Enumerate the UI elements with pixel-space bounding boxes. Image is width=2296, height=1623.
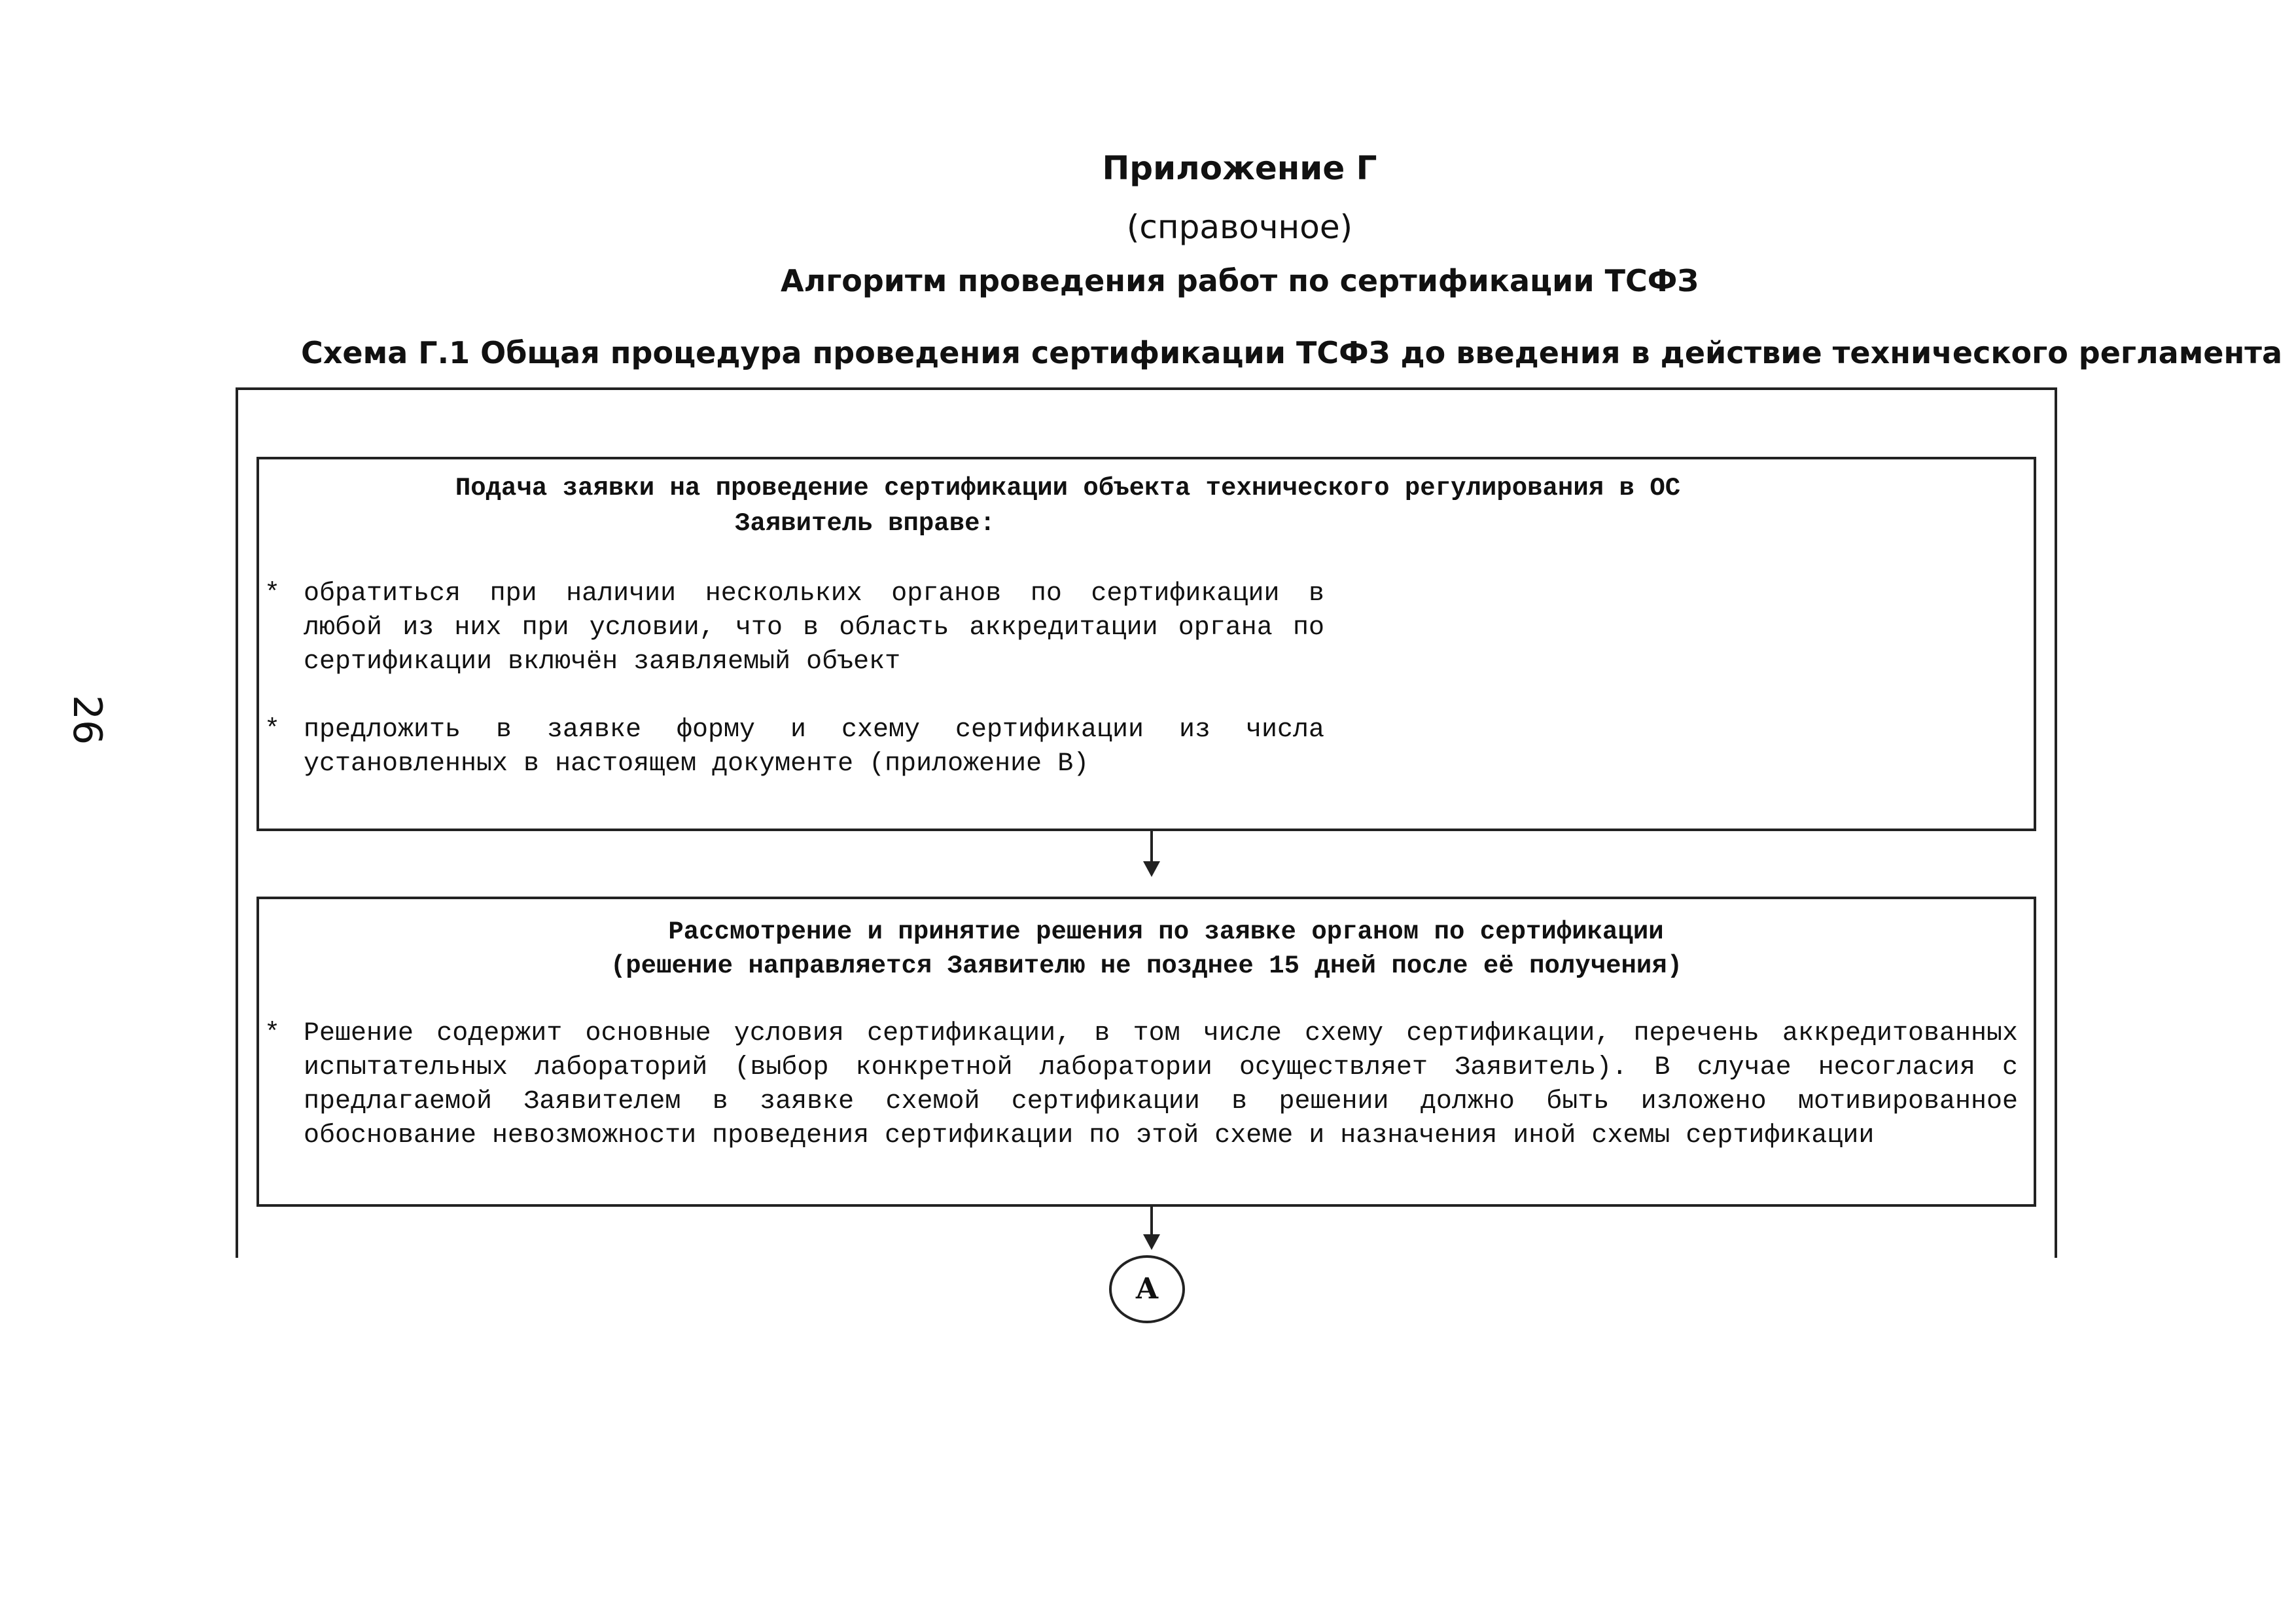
scheme-title: Схема Г.1 Общая процедура проведения сертификации ТСФЗ до введения в действие технического регламента [301, 335, 2282, 370]
application-step-subheading: Заявитель вправе: [735, 509, 995, 538]
application-step-box [256, 457, 2036, 831]
page-connector-a: А [1109, 1255, 1185, 1323]
appendix-title: Приложение Г [1102, 149, 1377, 187]
application-step-heading: Подача заявки на проведение сертификации объекта технического регулирования в ОС [455, 474, 1681, 503]
appendix-note: (справочное) [1126, 208, 1353, 246]
list-item-text: предложить в заявке форму и схему сертификации из числа установленных в настоящем документе (приложение В) [304, 715, 1324, 779]
arrow-down-icon [1143, 861, 1160, 877]
review-step-box [256, 897, 2036, 1207]
bullet-marker: * [264, 1019, 281, 1048]
arrow-down-icon [1143, 1234, 1160, 1250]
flow-connector-line [1150, 1207, 1153, 1234]
flow-connector-line [1150, 831, 1153, 861]
document-title: Алгоритм проведения работ по сертификации ТСФЗ [780, 263, 1699, 298]
review-step-subheading: (решение направляется Заявителю не позднее 15 дней после её получения) [610, 952, 1683, 980]
bullet-marker: * [264, 579, 281, 609]
list-item-text: Решение содержит основные условия сертификации, в том числе схему сертификации, перечень аккредитованных испытательных лабораторий (выбор конкретной лаборатории осуществляет Заявитель). В случае несогласия с предлагаемой Заявителем в заявке схемой сертификации в решении должно быть изложено мотивированное обоснование невозможности проведения сертификации по этой схеме и назначения иной схемы сертификации [304, 1019, 2018, 1150]
review-step-heading: Рассмотрение и принятие решения по заявке органом по сертификации [668, 918, 1664, 946]
list-item-text: обратиться при наличии нескольких органов по сертификации в любой из них при условии, что в область аккредитации органа по сертификации включён заявляемый объект [304, 579, 1324, 677]
page-number: 26 [64, 694, 111, 745]
bullet-marker: * [264, 715, 281, 745]
